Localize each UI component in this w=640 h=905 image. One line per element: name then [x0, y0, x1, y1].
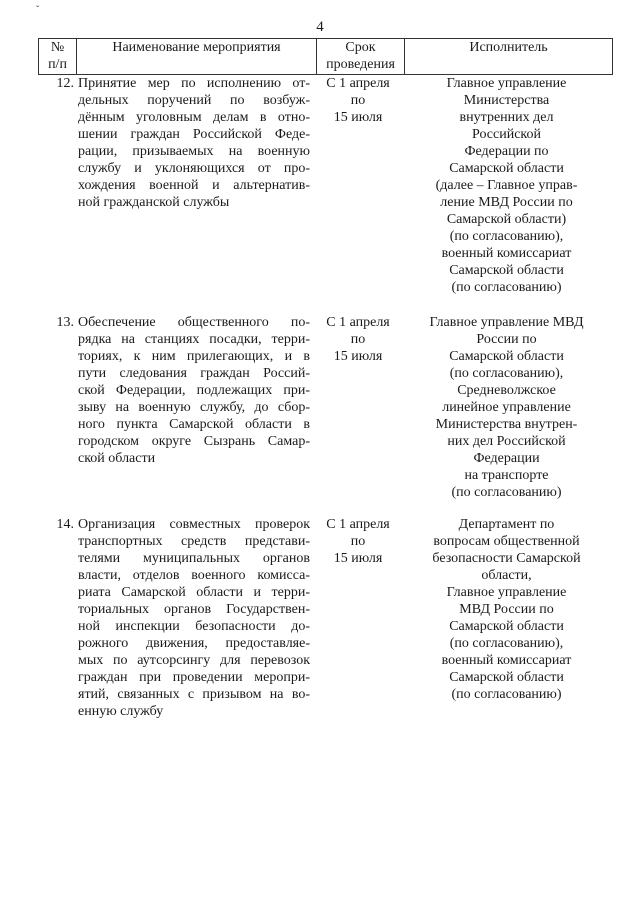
- event-executor-line: Главное управление: [446, 585, 567, 600]
- event-name-line: ной инспекции безопасности до-: [78, 619, 310, 634]
- event-executor-line: ление МВД России по: [440, 195, 573, 210]
- event-name-line: ного пункта Самарской области в: [78, 417, 310, 432]
- corner-mark: ˇ: [36, 5, 40, 16]
- event-executor-line: (по согласованию),: [449, 366, 564, 381]
- event-name-line: рядка на станциях посадки, терри-: [78, 332, 310, 347]
- event-executor-line: Департамент по: [458, 517, 555, 532]
- event-name-line: зыву на военную службу, до сбор-: [78, 400, 310, 415]
- event-name-line: телями муниципальных органов: [78, 551, 310, 566]
- event-executor-line: Федерации: [473, 451, 540, 466]
- event-name-line: пути следования граждан Россий-: [78, 366, 310, 381]
- event-executor-line: Самарской области): [446, 212, 567, 227]
- row-number: 13.: [56, 315, 74, 330]
- event-name: [78, 75, 310, 211]
- event-executor-line: (по согласованию): [451, 687, 562, 702]
- header-executor-label: Исполнитель: [469, 40, 548, 55]
- event-executor-line: военный комиссариат: [441, 246, 572, 261]
- event-term: [316, 75, 400, 126]
- header-term-cell: [317, 39, 405, 75]
- page-number: 4: [316, 19, 324, 35]
- event-executor-line: Самарской области: [449, 670, 564, 685]
- event-name-line: Принятие мер по исполнению от-: [78, 76, 310, 91]
- event-term-line: по: [350, 93, 366, 108]
- event-name-line: ской области: [78, 451, 156, 466]
- event-executor-line: (по согласованию): [451, 280, 562, 295]
- event-executor-line: Самарской области: [449, 161, 564, 176]
- event-name: [78, 516, 310, 720]
- event-term: [316, 516, 400, 567]
- event-executor-line: военный комиссариат: [441, 653, 572, 668]
- event-executor-line: вопросам общественной: [433, 534, 580, 549]
- event-name-line: ятий, связанных с призывом на во-: [78, 687, 310, 702]
- header-executor-cell: [405, 39, 613, 75]
- event-term-line: С 1 апреля: [326, 76, 390, 91]
- event-name-line: ториальных органов Государствен-: [78, 602, 310, 617]
- header-term-label: Срок: [345, 40, 376, 55]
- event-executor-line: Российской: [472, 127, 541, 142]
- event-executor: [404, 75, 609, 296]
- event-name-line: шении граждан Российской Феде-: [78, 127, 310, 142]
- event-term-line: по: [350, 332, 366, 347]
- event-executor-line: (по согласованию): [451, 485, 562, 500]
- event-executor-line: Самарской области: [449, 349, 564, 364]
- event-executor-line: Министерства внутрен-: [435, 417, 578, 432]
- event-executor-line: (далее – Главное управ-: [435, 178, 578, 193]
- event-name-line: Обеспечение общественного по-: [78, 315, 310, 330]
- header-term-sublabel: проведения: [326, 57, 395, 72]
- row-number: 14.: [56, 517, 74, 532]
- event-term-line: по: [350, 534, 366, 549]
- event-name-line: мых по аутсорсингу для перевозок: [78, 653, 310, 668]
- header-name-cell: [77, 39, 317, 75]
- header-number-sublabel: п/п: [48, 57, 67, 72]
- event-term-line: 15 июля: [333, 349, 383, 364]
- event-executor: [404, 516, 609, 703]
- event-name-line: рожного движения, предоставляе-: [78, 636, 310, 651]
- event-name-line: дельных поручений по возбуж-: [78, 93, 310, 108]
- event-executor-line: (по согласованию),: [449, 636, 564, 651]
- row-number: 12.: [56, 76, 74, 91]
- event-term: [316, 314, 400, 365]
- event-name-line: дённым уголовным делам в отно-: [78, 110, 310, 125]
- header-number-label: №: [50, 40, 65, 55]
- event-name-line: Организация совместных проверок: [78, 517, 310, 532]
- event-name-line: хождения военной и альтернатив-: [78, 178, 310, 193]
- header-name-label: Наименование мероприятия: [112, 40, 281, 55]
- event-name-line: риата Самарской области и терри-: [78, 585, 310, 600]
- header-number-cell: [39, 39, 77, 75]
- event-name-line: власти, отделов военного комисса-: [78, 568, 310, 583]
- event-name-line: ториях, к ним прилегающих, и в: [78, 349, 310, 364]
- event-executor-line: безопасности Самарской: [432, 551, 581, 566]
- event-executor-line: области,: [481, 568, 532, 583]
- event-executor-line: внутренних дел: [459, 110, 554, 125]
- event-term-line: 15 июля: [333, 551, 383, 566]
- event-name: [78, 314, 310, 467]
- event-executor: [404, 314, 609, 501]
- event-term-line: С 1 апреля: [326, 517, 390, 532]
- event-name-line: рации, призываемых на военную: [78, 144, 310, 159]
- event-executor-line: Средневолжское: [457, 383, 556, 398]
- event-executor-line: Министерства: [463, 93, 550, 108]
- event-name-line: городском округе Сызрань Самар-: [78, 434, 310, 449]
- event-term-line: С 1 апреля: [326, 315, 390, 330]
- event-name-line: транспортных средств представи-: [78, 534, 310, 549]
- table-header: [38, 38, 613, 75]
- event-name-line: енную службу: [78, 704, 164, 719]
- event-executor-line: Самарской области: [449, 263, 564, 278]
- event-name-line: ской Федерации, подлежащих при-: [78, 383, 310, 398]
- event-executor-line: Самарской области: [449, 619, 564, 634]
- event-executor-line: (по согласованию),: [449, 229, 564, 244]
- event-executor-line: линейное управление: [442, 400, 571, 415]
- event-name-line: граждан при проведении меропри-: [78, 670, 310, 685]
- event-name-line: службу и уклоняющихся от про-: [78, 161, 310, 176]
- event-executor-line: Федерации по: [464, 144, 549, 159]
- event-executor-line: МВД России по: [459, 602, 554, 617]
- event-executor-line: на транспорте: [464, 468, 549, 483]
- event-executor-line: них дел Российской: [447, 434, 566, 449]
- event-executor-line: России по: [476, 332, 537, 347]
- event-name-line: ной гражданской службы: [78, 195, 230, 210]
- event-executor-line: Главное управление МВД: [429, 315, 584, 330]
- event-executor-line: Главное управление: [446, 76, 567, 91]
- event-term-line: 15 июля: [333, 110, 383, 125]
